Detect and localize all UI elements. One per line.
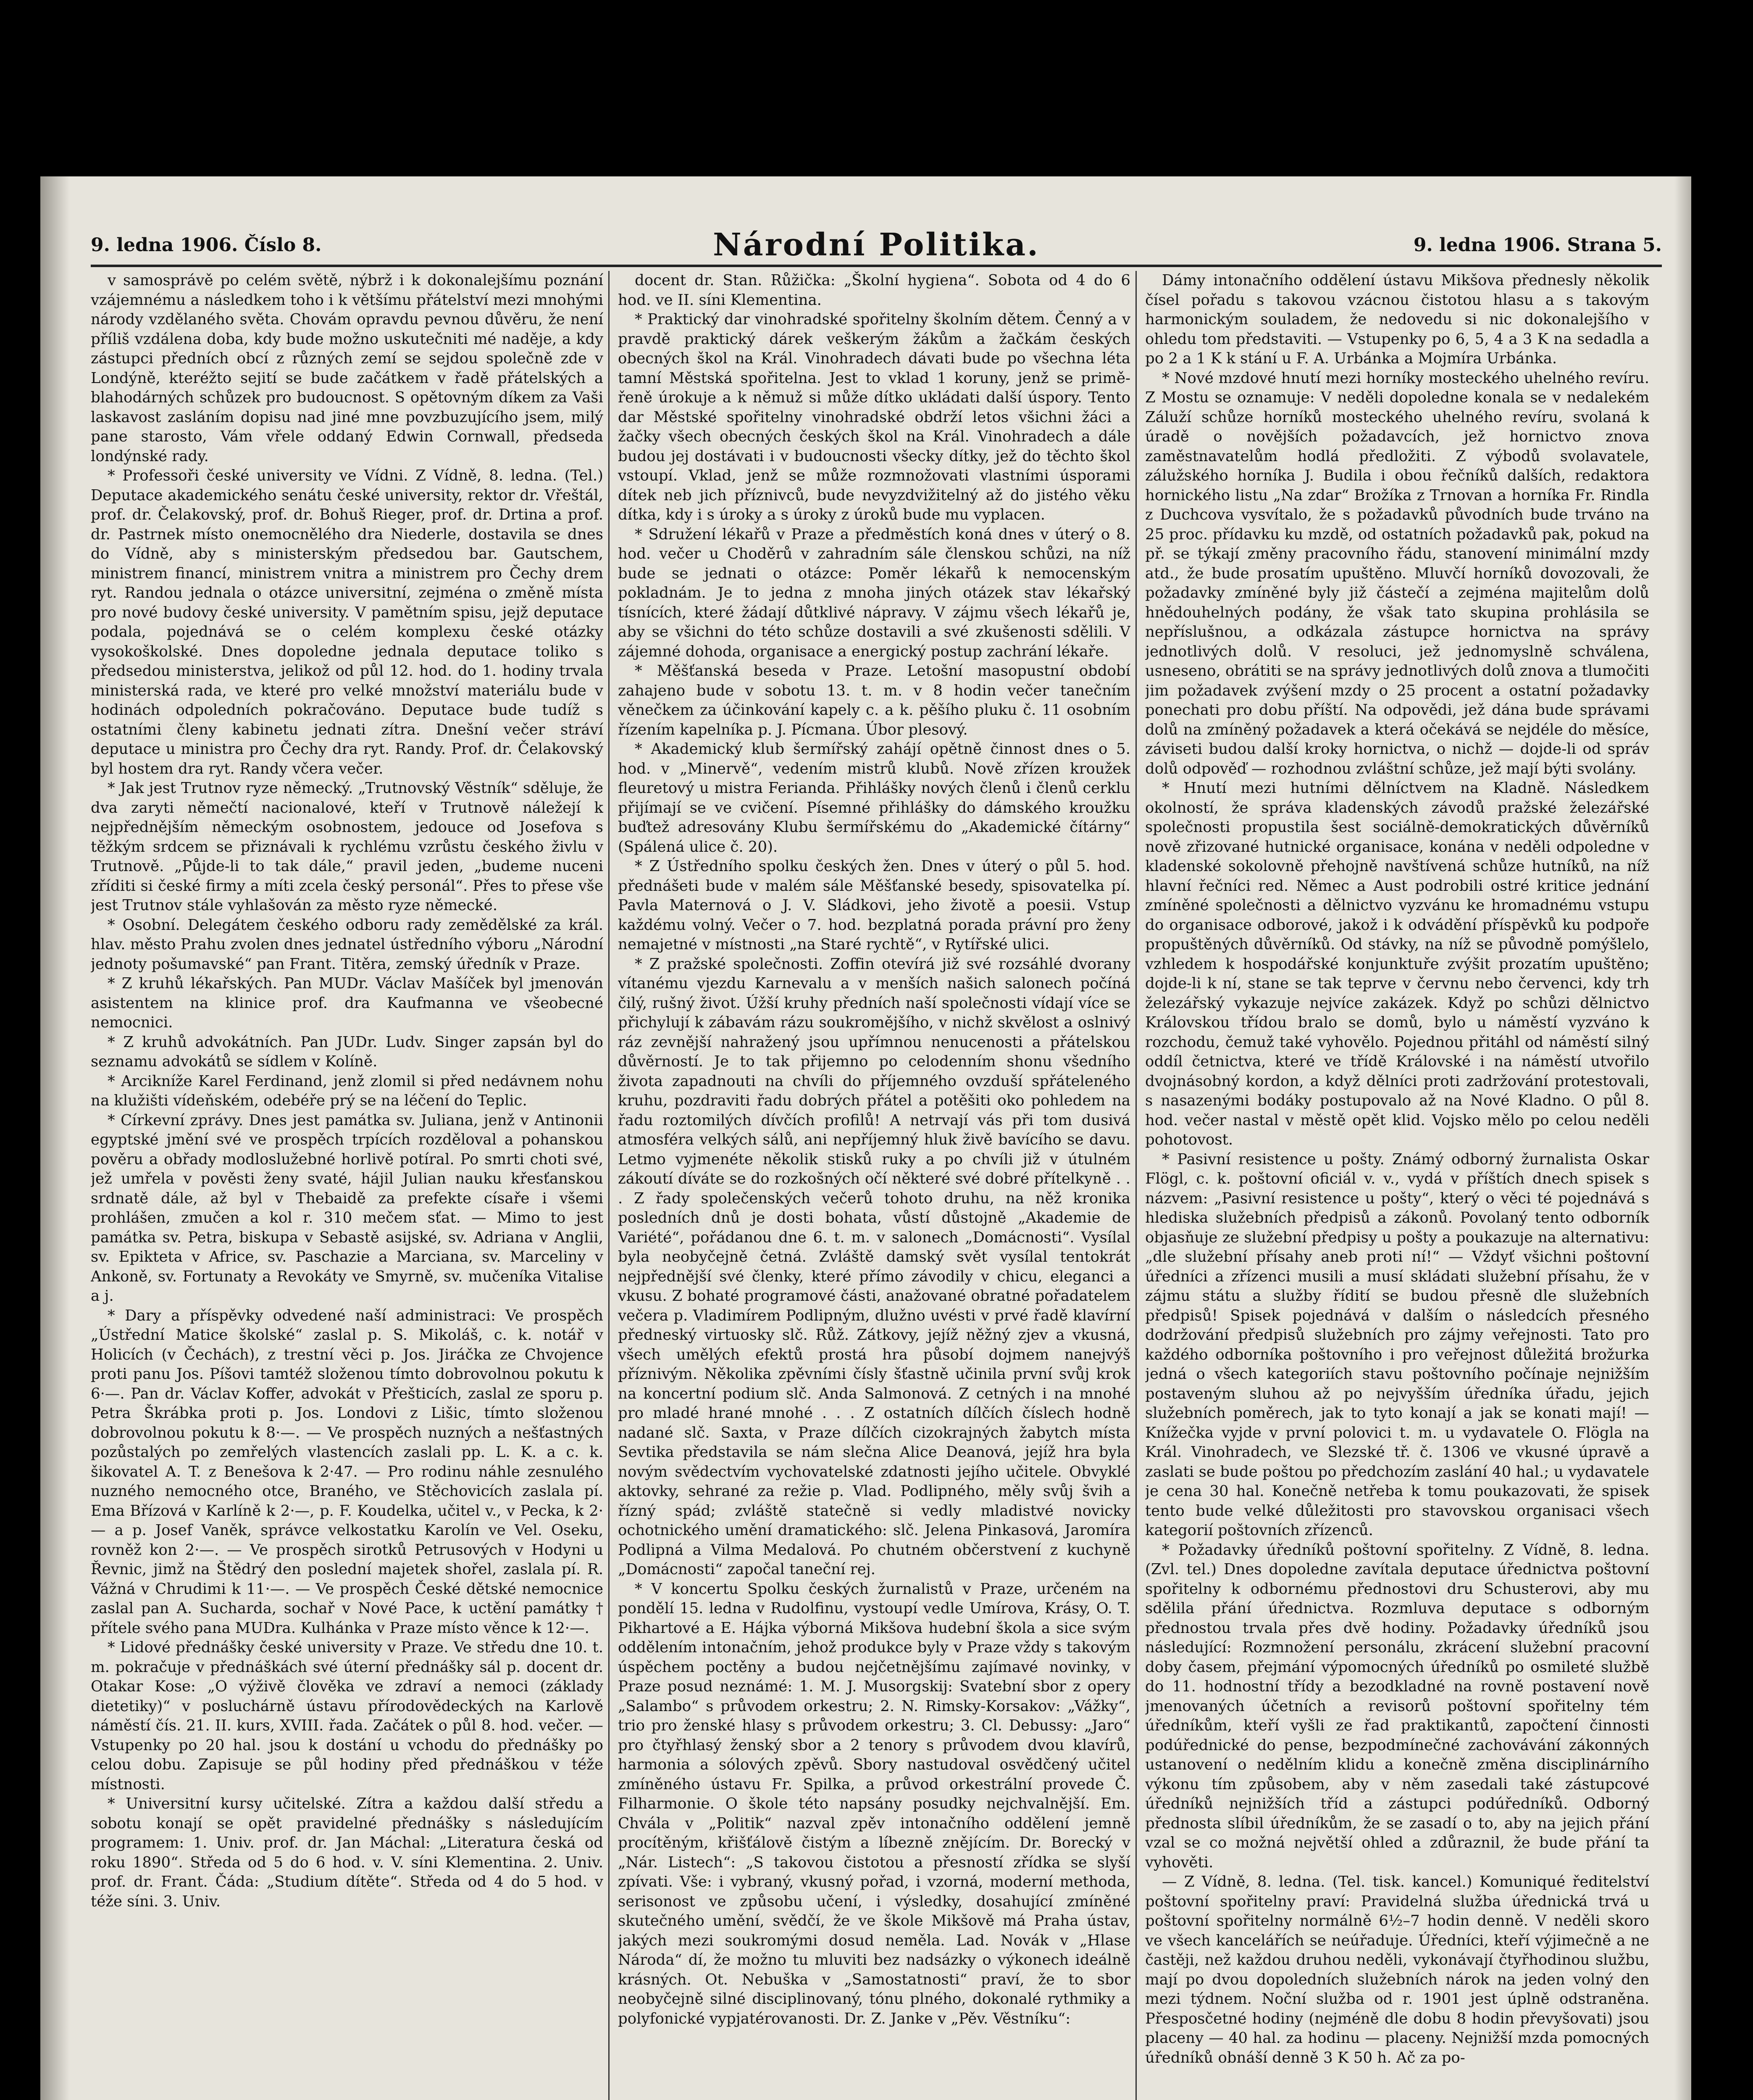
article-paragraph: * Arcikníže Karel Ferdinand, jenž zlomil si před nedávnem nohu na klužišti vídeňském, odebéře prý se na léčení do Teplic. bbox=[91, 1072, 603, 1109]
column-divider bbox=[608, 271, 610, 2100]
article-paragraph: * Požadavky úředníků poštovní spořitelny. Z Vídně, 8. ledna. (Zvl. tel.) Dnes dopoledne zavítala deputace úřednictva poštovní spořitelny k odbornému přednostovi dru Schusterovi, aby mu sdělila přání úřednictva. Rozmluva deputace s odborným přednostou trvala přes dvě hodiny. Požadavky úředníků jsou následující: Rozmnožení personálu, zkrácení služební pracovní doby časem, přejmání výpomocných úředníků po osmileté službě do 11. hodnostní třídy a bezodkladné na rovně postavení nově jmenovaných účetních a revisorů poštovní spořitelny tém úředníkům, kteří vyšli ze řad praktikantů, započtení činnosti podúřednické do pense, bezpodmínečné zachovávání zákonných ustanovení o nedělním klidu a konečně změna disciplinárního výkonu tím způsobem, aby v něm zasedali také zástupcové úředníků nejnižších tříd a zástupci podúředníků. Odborný přednosta slíbil úředníkům, že se zasadí o to, aby na jejich přání vzal se co možná největší ohled a zdůraznil, že bude přání ta vyhověti. bbox=[1145, 1541, 1649, 1871]
text-column-1 bbox=[91, 271, 603, 2100]
article-paragraph: * Praktický dar vinohradské spořitelny školním dětem. Čenný a v pravdě praktický dárek veškerým žákům a žačkám českých obecných škol na Král. Vinohradech dávati bude po všechna léta tamní Městská spořitelna. Jest to vklad 1 koruny, jenž se primě-řeně úrokuje a k němuž si může dítko ukládati další úspory. Tento dar Městské spořitelny vinohradské obdrží letos všichni žáci a žačky všech obecných českých škol na Král. Vinohradech a dále budou jej dostávati i v budoucnosti všecky dítky, jež do těchto škol vstoupí. Vklad, jenž se může rozmnožovati vlastními úsporami dítek neb jich příznivců, bude nevyzdvižitelný až do jistého věku dítka, kdy i s úroky a s úroky z úroků bude mu vyplacen. bbox=[618, 311, 1130, 523]
article-paragraph: * Hnutí mezi hutními dělníctvem na Kladně. Následkem okolností, že správa kladenských závodů pražské železářské společnosti propustila šest sociálně-demokratických důvěrníků nově zřizované hutnické organisace, konána v neděli odpoledne v kladenské sokolovně přehojně navštívená schůze hutníků, na níž hlavní řečníci red. Němec a Aust podrobili ostré kritice jednání zmíněné společnosti a dělnictvo vyzvánu ke hromadnému vstupu do organisace odborové, jakož i k odvádění příspěvků ku podpoře propuštěných důvěrníků. Od stávky, na níž se původně pomýšlelo, vzhledem k hospodářské konjunktuře zvýšit prozatím upuštěno; dojde-li k ní, stane se tak teprve v červnu nebo červenci, kdy trh železářský vykazuje nejvíce zakázek. Když po schůzi dělnictvo Královskou třídou bralo se domů, bylo u náměstí vyzváno k rozchodu, čemuž také vyhovělo. Pojednou přitáhl od náměstí silný oddíl četnictva, které ve třídě Královské i na náměstí utvořilo dvojnásobný kordon, a když dělníci proti zadržování protestovali, s nasazenými bodáky postupovalo až na Nové Kladno. O půl 8. hod. večer nastal v městě opět klid. Vojsko mělo po celou neděli pohotovost. bbox=[1145, 780, 1649, 1148]
article-paragraph: * Nové mzdové hnutí mezi horníky mosteckého uhelného revíru. Z Mostu se oznamuje: V neděli dopoledne konala se v nedalekém Záluží schůze horníků mosteckého uhelného revíru, svolaná k úradě o novějších požadavcích, jež hornictvo znova zaměstnavatelům hodlá předložiti. Z výbodů svolavatele, zálužského horníka J. Budila i obou řečníků dalších, redaktora hornického listu „Na zdar“ Brožíka z Trnovan a horníka Fr. Rindla z Duchcova vysvítalo, že s požadavků původních bude trváno na 25 proc. přídavku ku mzdě, od ostatních požadavků pak, pokud na př. se týkají změny pracovního řádu, stanovení minimální mzdy atd., že bude prosatím upuštěno. Mluvčí horníků dovozovali, že požadavky zmíněné byly již částečí a zejména majitelům dolů hnědouhelných podány, že však tato skupina prohlásila se nepříslušnou, a odkázala zástupce hornictva na správy jednotlivých dolů. V resoluci, jež jednomyslně schválena, usneseno, obrátiti se na správy jednotlivých dolů znova a tlumočiti jim požadavek zvýšení mzdy o 25 procent a ostatní požadavky ponechati pro dobu příští. Na odpovědi, jež dána bude správami dolů na zmíněný požadavek a která očekává se nejdéle do měsíce, záviseti budou další kroky hornictva, o nichž — dojde-li od správ dolů odpověď — rozhodnou zvláštní schůze, jež mají býti svolány. bbox=[1145, 369, 1649, 777]
masthead-title: Národní Politika. bbox=[713, 227, 1040, 263]
article-paragraph: * Akademický klub šermířský zahájí opětně činnost dnes o 5. hod. v „Minervě“, vedením mistrů klubů. Nově zřízen kroužek fleuretový u mistra Ferianda. Přihlášky nových členů i členů cerklu přijímají se ve cvičení. Písemné přihlášky do dámského kroužku buďtež adresovány Klubu šermířskému do „Akademické čítárny“ (Spálená ulice č. 20). bbox=[618, 740, 1130, 856]
article-paragraph: * V koncertu Spolku českých žurnalistů v Praze, určeném na pondělí 15. ledna v Rudolfinu, vystoupí vedle Umírova, Krásy, O. T. Pikhartové a E. Hájka výborná Mikšova hudební škola a sice svým oddělením intonačním, jehož produkce byly v Praze vždy s takovým úspěchem poctěny a budou nejčetnějšímu zajímavé novinky, v Praze posud neznámé: 1. M. J. Musorgskij: Svatební sbor z opery „Salambo“ s průvodem orkestru; 2. N. Rimsky-Korsakov: „Vážky“, trio pro ženské hlasy s průvodem orkestru; 3. Cl. Debussy: „Jaro“ pro čtyřhlasý ženský sbor a 2 tenory s průvodem dvou klavírů, harmonia a sólových zpěvů. Sbory nastudoval osvědčený učitel zmíněného ústavu Fr. Spilka, a průvod orkestrální provede Č. Filharmonie. O škole této napsány posudky nejchvalnější. Em. Chvála v „Politik“ nazval zpěv intonačního oddělení jemně procítěným, křišťálově čistým a líbezně znějícím. Dr. Borecký v „Nár. Listech“: „S takovou čistotou a přesností zřídka se slyší zpívati. Vše: i vybraný, vkusný pořad, i vzorná, moderní methoda, serisonost ve způsobu učení, i výsledky, dosahující zmíněné skutečného umění, svědčí, že ve škole Mikšově má Praha ústav, jakých mezi soukromými dosud neměla. Lad. Novák v „Hlase Národa“ dí, že možno tu mluviti bez nadsázky o výkonech ideálně krásných. Ot. Nebuška v „Samostatnosti“ praví, že to sbor neobyčejně silné disciplinovaný, tónu plného, dokonalé rythmiky a polyfonické vypjatérovanosti. Dr. Z. Janke v „Pěv. Věstníku“: bbox=[618, 1580, 1130, 2027]
article-paragraph: * Sdružení lékařů v Praze a předměstích koná dnes v úterý o 8. hod. večer u Choděrů v zahradním sále členskou schůzi, na níž bude se jednati o otázce: Poměr lékařů k nemocenským pokladnám. Je to jedna z mnoha jiných otázek stav lékařský tísnících, které žádají důtklivé nápravy. V zájmu všech lékařů je, aby se všichni do této schůze dostavili a své zkušenosti sdělili. V zájemné dohoda, organisace a energický postup zachrání lékaře. bbox=[618, 525, 1130, 660]
article-paragraph: * Měšťanská beseda v Praze. Letošní masopustní období zahajeno bude v sobotu 13. t. m. v 8 hodin večer tanečním věnečkem za účinkování kapely c. a k. pěšího pluku č. 11 osobním řízením kapelníka p. J. Pícmana. Úbor plesový. bbox=[618, 662, 1130, 738]
page-fold-shadow bbox=[40, 176, 70, 2100]
page-header bbox=[91, 227, 1662, 267]
article-paragraph: docent dr. Stan. Růžička: „Školní hygiena“. Sobota od 4 do 6 hod. ve II. síni Klementina. bbox=[618, 272, 1130, 309]
article-paragraph: * Osobní. Delegátem českého odboru rady zemědělské za král. hlav. město Prahu zvolen dnes jednatel ústředního výboru „Národní jednoty pošumavské“ pan Frant. Titěra, zemský úředník v Praze. bbox=[91, 916, 603, 973]
article-paragraph: * Pasivní resistence u pošty. Známý odborný žurnalista Oskar Flögl, c. k. poštovní oficiál v. v., vydá v příštích dnech spisek s názvem: „Pasivní resistence u pošty“, který o věci té pojednává s hlediska služebních předpisů a zákonů. Povolaný tento odborník objasňuje ze služební předpisy u pošty a poukazuje na alternativu: „dle služební přísahy aneb proti ní!“ — Vždyť všichni poštovní úředníci a zřízenci musili a musí skládati služební přísahu, že v zájmu státu a služby řídití se budou přesně dle služebních předpisů! Spisek pojednává v dalším o následcích přesného dodržování předpisů služebních pro zájmy veřejnosti. Tato pro každého odborníka poštovního i pro veřejnost důležitá brožurka jedná o všech kategoriích stavu poštovního počínaje nejnižším postaveným sluhou až po nejvyšším úředníka úřadu, jejich služebních poměrech, jak to tyto konají a jak se konati mají! — Knížečka vyjde v první polovici t. m. u vydavatele O. Flögla na Král. Vinohradech, ve Slezské tř. č. 1306 ve vkusné úpravě a zaslati se bude poštou po předchozím zaslání 40 hal.; u vydavatele je cena 30 hal. Konečně netřeba k tomu poukazovati, že spisek tento bude velké důležitosti pro stavovskou organisaci všech kategorií poštovních zřízenců. bbox=[1145, 1150, 1649, 1539]
article-paragraph: * Jak jest Trutnov ryze německý. „Trutnovský Věstník“ sděluje, že dva zaryti němečtí nacionalové, kteří v Trutnově náležejí k nejpřednějším německým osobnostem, jedouce od Josefova s těžkým srdcem se přiznávali k rychlému vzrůstu českého živlu v Trutnově. „Půjde-li to tak dále,“ pravil jeden, „budeme nuceni zříditi si české firmy a míti zcela český personál“. Přes to přese vše jest Trutnov stále vyhlašován za město ryze německé. bbox=[91, 780, 603, 914]
header-date-page: 9. ledna 1906. Strana 5. bbox=[1413, 234, 1662, 256]
header-date-issue: 9. ledna 1906. Číslo 8. bbox=[91, 234, 322, 256]
article-paragraph: * Professoři české university ve Vídni. Z Vídně, 8. ledna. (Tel.) Deputace akademického senátu české university, rektor dr. Vřeštál, prof. dr. Čelakovský, prof. dr. Bohuš Rieger, prof. dr. Drtina a prof. dr. Pastrnek místo onemocnělého dra Niederle, dostavila se dnes do Vídně, aby s ministerským předsedou bar. Gautschem, ministrem financí, ministrem vnitra a ministrem pro Čechy drem ryt. Randou jednala o otázce universitní, zejména o změně místa pro nové budovy české university. V pamětním spisu, jejž deputace podala, pojednává se o celém komplexu české otázky vysokoškolské. Dnes dopoledne jednala deputace toliko s předsedou ministerstva, jelikož od půl 12. hod. do 1. hodiny trvala ministerská rada, ve které pro velké množství materiálu bude v hodinách odpoledních pokračováno. Deputace bude tudíž s ostatními členy kabinetu jednati zítra. Dnešní večer stráví deputace u ministra pro Čechy dra ryt. Randy. Prof. dr. Čelakovský byl hostem dra ryt. Randy včera večer. bbox=[91, 467, 603, 777]
text-column-2 bbox=[618, 271, 1130, 2100]
page-edge-shadow bbox=[1674, 176, 1691, 2100]
article-paragraph: — Z Vídně, 8. ledna. (Tel. tisk. kancel.) Komuniqué ředitelství poštovní spořitelny praví: Pravidelná služba úřednická trvá u poštovní spořitelny normálně 6½–7 hodin denně. V neděli skoro ve všech kancelářích se neúřaduje. Úředníci, kteří výjimečně a ne častěji, než každou druhou neděli, vykonávají čtyřhodinou službu, mají po dvou dopoledních služebních nárok na jeden volný den mezi týdnem. Noční služba od r. 1901 jest úplně odstraněna. Přesposčetné hodiny (nejméně dle dobu 8 hodin převyšovati) jsou placeny — 40 hal. za hodinu — placeny. Nejnižší mzda pomocných úředníků obnáší denně 3 K 50 h. Ač za po- bbox=[1145, 1873, 1649, 2066]
newspaper-page bbox=[40, 176, 1691, 2100]
article-paragraph: * Z pražské společnosti. Zoffin otevírá již své rozsáhlé dvorany vítanému vjezdu Karnevalu a v menších našich salonech počíná čilý, rušný život. Úžší kruhy předních naší společnosti vídají více se přichylují k zábavám rázu soukromějšího, v nichž skvělost a oslnivý ráz zevnější nahražený jsou upřímnou nenucenosti a přátelskou důvěrností. Je to tak přijemno po celodenním shonu všedního života zapadnouti na chvíli do příjemného ovzduší spřáteleného kruhu, pozdraviti řadu dobrých přátel a potěšiti oko pohledem na řadu roztomilých dívčích profilů! A netrvají vás při tom dusivá atmosféra velkých sálů, ani nepříjemný hluk živě bavícího se davu. Letmo vyjmenéte několik stisků ruky a po chvíli již v útulném zákoutí díváte se do rozkošných očí některé své dobré přítelkyně . . . Z řady společenských večerů tohoto druhu, na něž kronika posledních dnů je dosti bohata, vůstí důstojně „Akademie de Variété“, pořádanou dne 6. t. m. v salonech „Domácnosti“. Vysílal byla neobyčejně četná. Zvláště damský svět vysílal tentokrát nejpřednější své členky, které přímo závodily v chicu, eleganci a vkusu. Z bohaté programové části, anažované obratné pořadatelem večera p. Vladimírem Podlipným, dlužno uvésti v prvé řadě klavírní předneský virtuosky slč. Růž. Zátkovy, jejíž něžný zjev a vkusná, všech umělých efektů prostá hra působí dojmem nanejvýš příznivým. Několika zpěvními čísly šťastně učinila první svůj krok na koncertní podium slč. Anda Salmonová. Z cetných i na mnohé pro mladé hrané mnohé . . . Z ostatních dílčích číslech hodně nadané slč. Saxta, v Praze dílčích cizokrajných žabytch místa Sevtika představila se nám slečna Alice Deanová, jejíž hra byla novým svědectvím vychovatelské zdatnosti jejího učitele. Obvyklé aktovky, sehrané za režie p. Vlad. Podlipného, měly svůj švih a řízný spád; zvláště statečně si vedly mladistvé novicky ochotnického umění dramatického: slč. Jelena Pinkasová, Jaromíra Podlipná a Vilma Medalová. Po chutném občerstvení z kuchyně „Domácnosti“ započal taneční rej. bbox=[618, 955, 1130, 1578]
article-paragraph: * Lidové přednášky české university v Praze. Ve středu dne 10. t. m. pokračuje v přednáškách své úterní přednášky sál p. docent dr. Otakar Kose: „O výživě člověka ve zdraví a nemoci (základy dietetiky)“ v posluchárně ústavu přírodovědeckých na Karlově náměstí čís. 21. II. kurs, XVIII. řada. Začátek o půl 8. hod. večer. — Vstupenky po 20 hal. jsou k dostání u vchodu do přednášky po celou dobu. Zapisuje se půl hodiny před přednáškou v téže místnosti. bbox=[91, 1639, 603, 1793]
article-paragraph: * Z Ústředního spolku českých žen. Dnes v úterý o půl 5. hod. přednášeti bude v malém sále Měšťanské besedy, spisovatelka pí. Pavla Maternová o J. V. Sládkovi, jeho životě a poesii. Vstup každému volný. Večer o 7. hod. bezplatná porada právní pro ženy nemajetné v místnosti „na Staré rychtě“, v Rytířské ulici. bbox=[618, 858, 1130, 953]
article-paragraph: Dámy intonačního oddělení ústavu Mikšova přednesly několik čísel pořadu s takovou vzácnou čistotou hlasu a s takovým harmonickým souladem, že nedovedu si nic dokonalejšího v ohledu tom představiti. — Vstupenky po 6, 5, 4 a 3 K na sedadla a po 2 a 1 K k stání u F. A. Urbánka a Mojmíra Urbánka. bbox=[1145, 272, 1649, 367]
article-paragraph: * Universitní kursy učitelské. Zítra a každou další středu a sobotu konají se opět pravidelné přednášky s následujícím programem: 1. Univ. prof. dr. Jan Máchal: „Literatura česká od roku 1890“. Středa od 5 do 6 hod. v. V. síni Klementina. 2. Univ. prof. dr. Frant. Čáda: „Studium dítěte“. Středa od 4 do 5 hod. v téže síni. 3. Univ. bbox=[91, 1795, 603, 1910]
article-paragraph: * Z kruhů advokátních. Pan JUDr. Ludv. Singer zapsán byl do seznamu advokátů se sídlem v Kolíně. bbox=[91, 1033, 603, 1070]
article-paragraph: * Dary a příspěvky odvedené naší administraci: Ve prospěch „Ústřední Matice školské“ zaslal p. S. Mikoláš, c. k. notář v Holicích (v Čechách), z trestní věci p. Jos. Jiráčka ze Chvojence proti panu Jos. Píšovi tamtéž složenou tímto dobrovolnou pokutu k 6·—. Pan dr. Václav Koffer, advokát v Přešticích, zaslal ze sporu p. Petra Škrábka proti p. Jos. Londovi z Lišic, tímto složenou dobrovolnou pokutu k 8·—. — Ve prospěch nuzných a nešťastných pozůstalých po zemřelých vlastencích zaslali pp. L. K. a c. k. šikovatel A. T. z Benešova k 2·47. — Pro rodinu náhle zesnulého nuzného nemocného otce, Braného, ve Stěchovicích zaslala pí. Ema Břízová v Karlíně k 2·—, p. F. Koudelka, učitel v., v Pecka, k 2·— a p. Josef Vaněk, správce velkostatku Karolín ve Vel. Oseku, rovněž kon 2·—. — Ve prospěch sirotků Petrusových v Hodyni u Řevnic, jimž na Štědrý den poslední majetek shořel, zaslala pí. R. Vážná v Chrudimi k 11·—. — Ve prospěch České dětské nemocnice zaslal pan A. Sucharda, sochař v Nové Pace, k uctění památky † přítele svého pana MUDra. Kulhánka v Praze místo věnce k 12·—. bbox=[91, 1307, 603, 1637]
article-paragraph: * Z kruhů lékařských. Pan MUDr. Václav Mašíček byl jmenován asistentem na klinice prof. dra Kaufmanna ve všeobecné nemocnici. bbox=[91, 975, 603, 1031]
article-paragraph: v samosprávě po celém světě, nýbrž i k dokonalejšímu poznání vzájemnému a následkem toho i k většímu přátelství mezi mnohými národy vzdělaného světa. Chovám opravdu pevnou důvěru, že není příliš vzdálena doba, kdy bude možno uskutečniti mé naděje, a kdy zástupci předních obcí z různých zemí se sejdou společně zde v Londýně, kteréžto sejití se bude začátkem v řadě přátelských a blahodárných schůzek pro budoucnost. S opětovným díkem za Vaši laskavost zasláním dopisu nad jiné mne povzbuzujícího jsem, milý pane starosto, Vám vřele oddaný Edwin Cornwall, předseda londýnské rady. bbox=[91, 272, 603, 465]
column-divider bbox=[1135, 271, 1137, 2100]
article-paragraph: * Církevní zprávy. Dnes jest památka sv. Juliana, jenž v Antinonii egyptské jmění své ve prospěch trpících rozděloval a pohanskou pověru a obřady modloslužebné horlivě potíral. Po smrti choti své, jež umřela v pověsti ženy svaté, hájil Julian nauku křesťanskou srdnatě dále, až byl v Thebaidě za prefekte císaře i všemi prohlášen, zmučen a kol r. 310 mečem sťat. — Mimo to jest památka sv. Petra, biskupa v Sebastě asijské, sv. Adriana v Anglii, sv. Epikteta v Africe, sv. Paschazie a Marciana, sv. Marceliny v Ankoně, sv. Fortunaty a Revokáty ve Smyrně, sv. mučeníka Vitalise a j. bbox=[91, 1111, 603, 1305]
text-column-3 bbox=[1145, 271, 1649, 2100]
